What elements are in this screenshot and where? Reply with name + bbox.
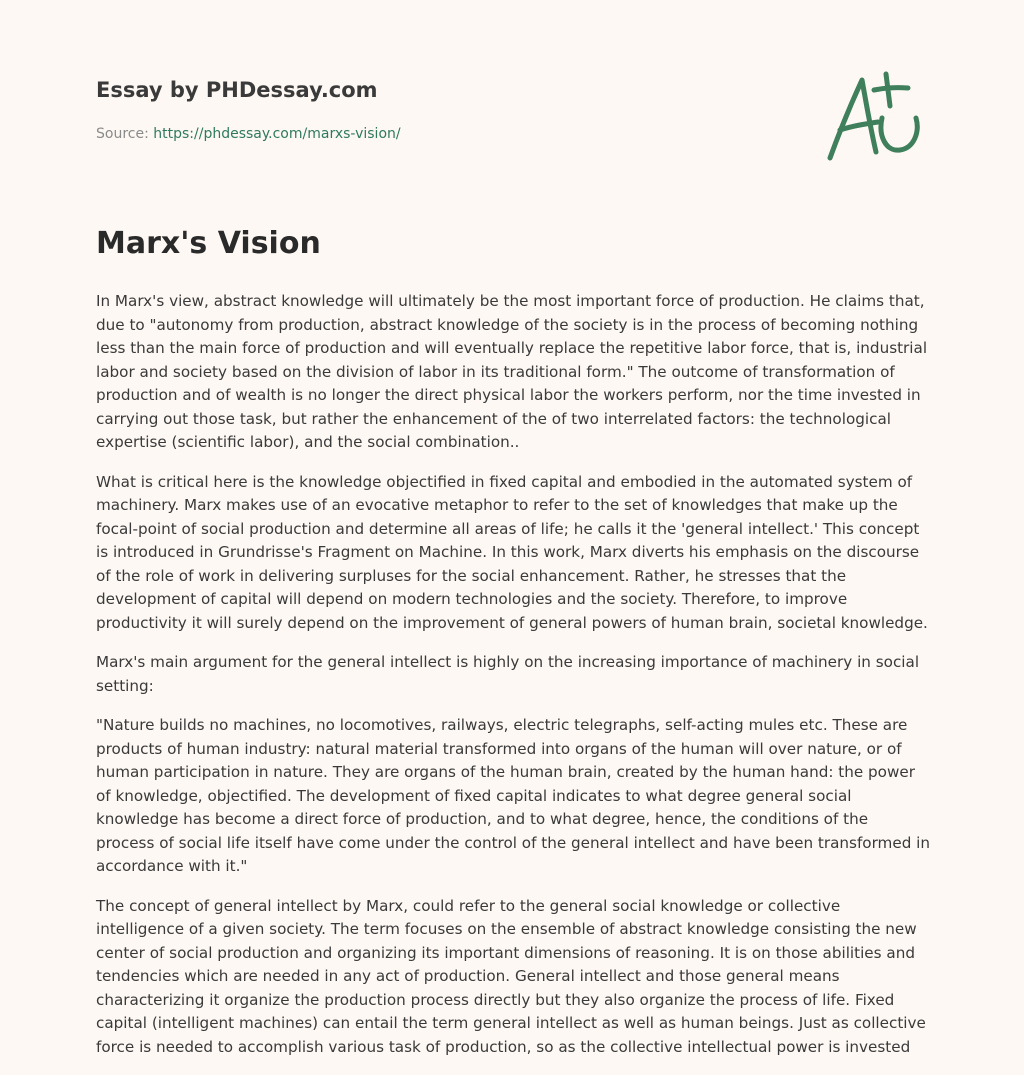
paragraph: The concept of general intellect by Marx, could refer to the general social knowledge or collective intelligence of a given society. The term focuses on the ensemble of abstract knowledge consisting the new center of social production and organizing its important dimensions of reasoning. It is on those abilities and tendencies which are needed in any act of production. General intellect and those general means characterizing it organize the production process directly but they also organize the process of life. Fixed capital (intelligent machines) can entail the term general intellect as well as human beings. Just as collective force is needed to accomplish various task of production, so as the collective intellectual power is invested <box>96 896 926 1056</box>
paragraph: "Nature builds no machines, no locomotives, railways, electric telegraphs, self-acting mules etc. These are products of human industry: natural material transformed into organs of the human will over nature, or of human participation in nature. They are organs of the human brain, created by the human hand: the power of knowledge, objectified. The development of fixed capital indicates to what degree general social knowledge has become a direct force of production, and to what degree, hence, the conditions of the process of social life itself have come under the control of the general intellect and have been transformed in accordance with it." <box>96 716 931 875</box>
a-plus-logo-icon <box>820 66 930 166</box>
paragraph: What is critical here is the knowledge objectified in fixed capital and embodied in the automated system of machinery. Marx makes use of an evocative metaphor to refer to the set of knowledges that make up the focal-point of social production and determine all areas of life; he calls it the 'general intellect.' This concept is introduced in Grundrisse's Fragment on Machine. In this work, Marx diverts his emphasis on the discourse of the role of work in delivering surpluses for the social enhancement. Rather, he stresses that the development of capital will depend on modern technologies and the society. Therefore, to improve productivity it will surely depend on the improvement of general powers of human brain, societal knowledge. <box>96 472 928 632</box>
article-body <box>96 290 930 1075</box>
source-line <box>96 124 928 144</box>
source-link[interactable]: https://phdessay.com/marxs-vision/ <box>153 126 401 142</box>
essay-header <box>96 76 928 144</box>
brand-title: Essay by PHDessay.com <box>96 78 378 102</box>
paragraph: In Marx's view, abstract knowledge will ultimately be the most important force of production. He claims that, due to "autonomy from production, abstract knowledge of the society is in the process of becoming nothing less than the main force of production and will eventually replace the repetitive labor force, that is, industrial labor and society based on the division of labor in its traditional form." The outcome of transformation of production and of wealth is no longer the direct physical labor the workers perform, nor the time invested in carrying out those task, but rather the enhancement of the of two interrelated factors: the technological expertise (scientific labor), and the social combination.. <box>96 292 928 451</box>
article-title: Marx's Vision <box>96 226 321 261</box>
source-label: Source: <box>96 126 149 142</box>
paragraph: Marx's main argument for the general intellect is highly on the increasing importance of machinery in social setting: <box>96 653 920 695</box>
